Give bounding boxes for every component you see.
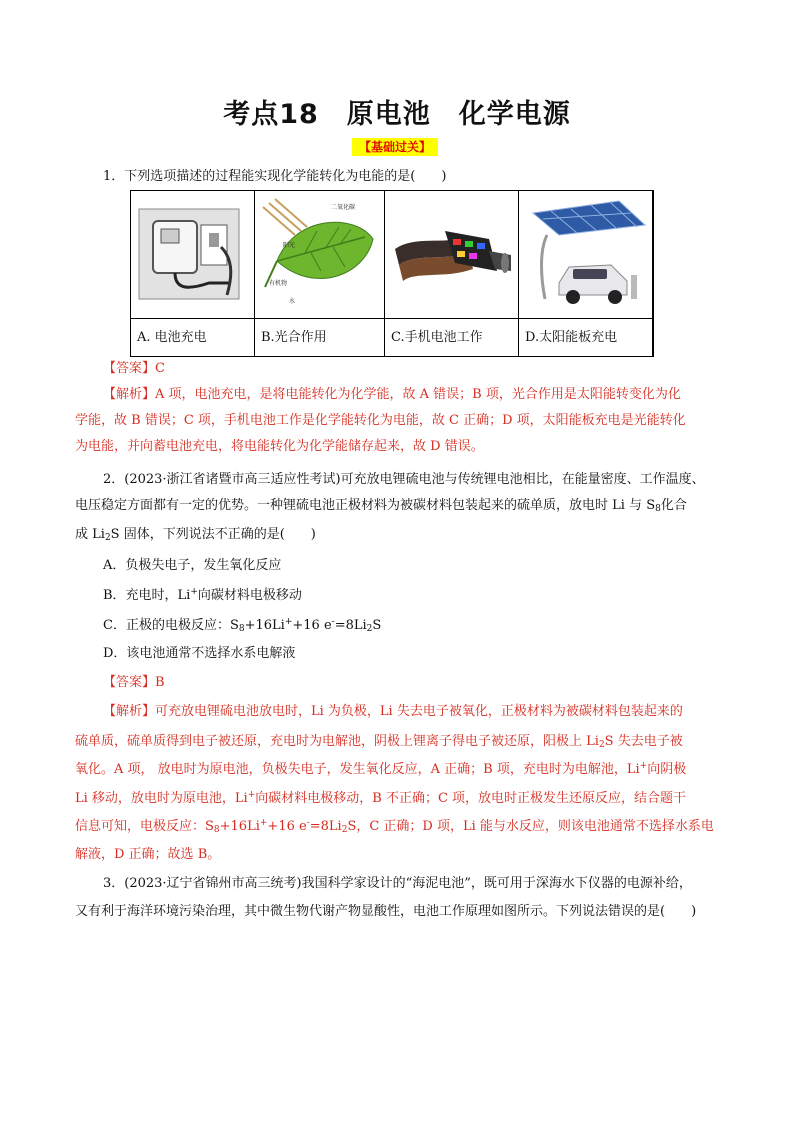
option-a-label: A. 电池充电 bbox=[137, 330, 207, 345]
q2-analysis-line4: Li 移动，放电时为原电池，Li+向碳材料电极移动，B 不正确；C 项，放电时正极发生还原反应，结合题干 bbox=[75, 790, 687, 806]
q3-stem-line1: 3．(2023·辽宁省锦州市高三统考)我国科学家设计的“海泥电池”，既可用于深海水下仪器的电源补给， bbox=[103, 876, 692, 891]
q2-option-d: D．该电池通常不选择水系电解液 bbox=[103, 646, 296, 661]
section-badge: 【基础过关】 bbox=[352, 138, 438, 156]
solar-carport-illustration bbox=[519, 191, 653, 318]
q1-analysis-line1: 【解析】A 项，电池充电，是将电能转化为化学能，故 A 错误；B 项，光合作用是太阳能转变化为化 bbox=[103, 387, 681, 402]
q2-analysis-line1: 【解析】可充放电锂硫电池放电时，Li 为负极，Li 失去电子被氧化，正极材料为被碳材料包装起来的 bbox=[103, 704, 683, 719]
q2-option-a: A．负极失电子，发生氧化反应 bbox=[103, 558, 282, 573]
q1-options-table bbox=[130, 190, 654, 357]
water-label: 水 bbox=[289, 298, 296, 305]
flexible-phone-battery-illustration bbox=[385, 191, 519, 318]
page-title: 考点18 原电池 化学电源 bbox=[223, 99, 571, 130]
q3-stem-line2: 又有利于海洋环境污染治理，其中微生物代谢产物显酸性，电池工作原理如图所示。下列说法错误的是( ) bbox=[75, 904, 697, 919]
option-b-label: B.光合作用 bbox=[261, 330, 327, 345]
organic-label: 有机物 bbox=[269, 280, 288, 287]
q2-analysis-line3: 氧化。A 项， 放电时为原电池，负极失电子，发生氧化反应，A 正确；B 项，充电时为电解池，Li+向阴极 bbox=[75, 761, 687, 777]
q2-answer: 【答案】B bbox=[103, 675, 165, 690]
q2-stem-line2: 电压稳定方面都有一定的优势。一种锂硫电池正极材料为被碳材料包装起来的硫单质，放电时 Li 与 $S_8$化合 bbox=[75, 498, 687, 514]
q1-analysis-line3: 为电能，并向蓄电池充电，将电能转化为化学能储存起来，故 D 错误。 bbox=[75, 439, 484, 454]
q2-analysis-line2: 硫单质，硫单质得到电子被还原，充电时为电解池，阴极上锂离子得电子被还原，阳极上 $Li_2S$ 失去电子被 bbox=[75, 734, 683, 750]
q1-stem: 1．下列选项描述的过程能实现化学能转化为电能的是( ) bbox=[103, 169, 447, 184]
q2-option-b: B．充电时，Li+向碳材料电极移动 bbox=[103, 587, 302, 603]
sunlight-label: 阳光 bbox=[283, 242, 296, 249]
q2-analysis-line6: 解液，D 正确；故选 B。 bbox=[75, 847, 221, 862]
photosynthesis-leaf-illustration bbox=[255, 191, 385, 318]
q1-analysis-line2: 学能，故 B 错误；C 项，手机电池工作是化学能转化为电能，故 C 正确；D 项，太阳能板充电是光能转化 bbox=[75, 413, 686, 428]
q2-option-c: C．正极的电极反应：$S_8+16Li^++16$ $e^-=8Li_2S$ bbox=[103, 617, 382, 634]
co2-label: 二氧化碳 bbox=[331, 204, 356, 211]
q2-stem-line3: 成 $Li_2S$ 固体，下列说法不正确的是( ) bbox=[75, 527, 316, 543]
q2-analysis-line5: 信息可知，电极反应：$S_8+16Li^++16$ $e^-=8Li_2S$，C 正确；D 项，Li 能与水反应，则该电池通常不选择水系电 bbox=[75, 818, 714, 835]
option-d-label: D.太阳能板充电 bbox=[525, 330, 618, 345]
q2-stem-line1: 2．(2023·浙江省诸暨市高三适应性考试)可充放电锂硫电池与传统锂电池相比，在能量密度、工作温度、 bbox=[103, 472, 705, 487]
q1-answer: 【答案】C bbox=[103, 361, 165, 376]
option-c-label: C.手机电池工作 bbox=[391, 330, 483, 345]
charger-illustration bbox=[131, 191, 255, 318]
